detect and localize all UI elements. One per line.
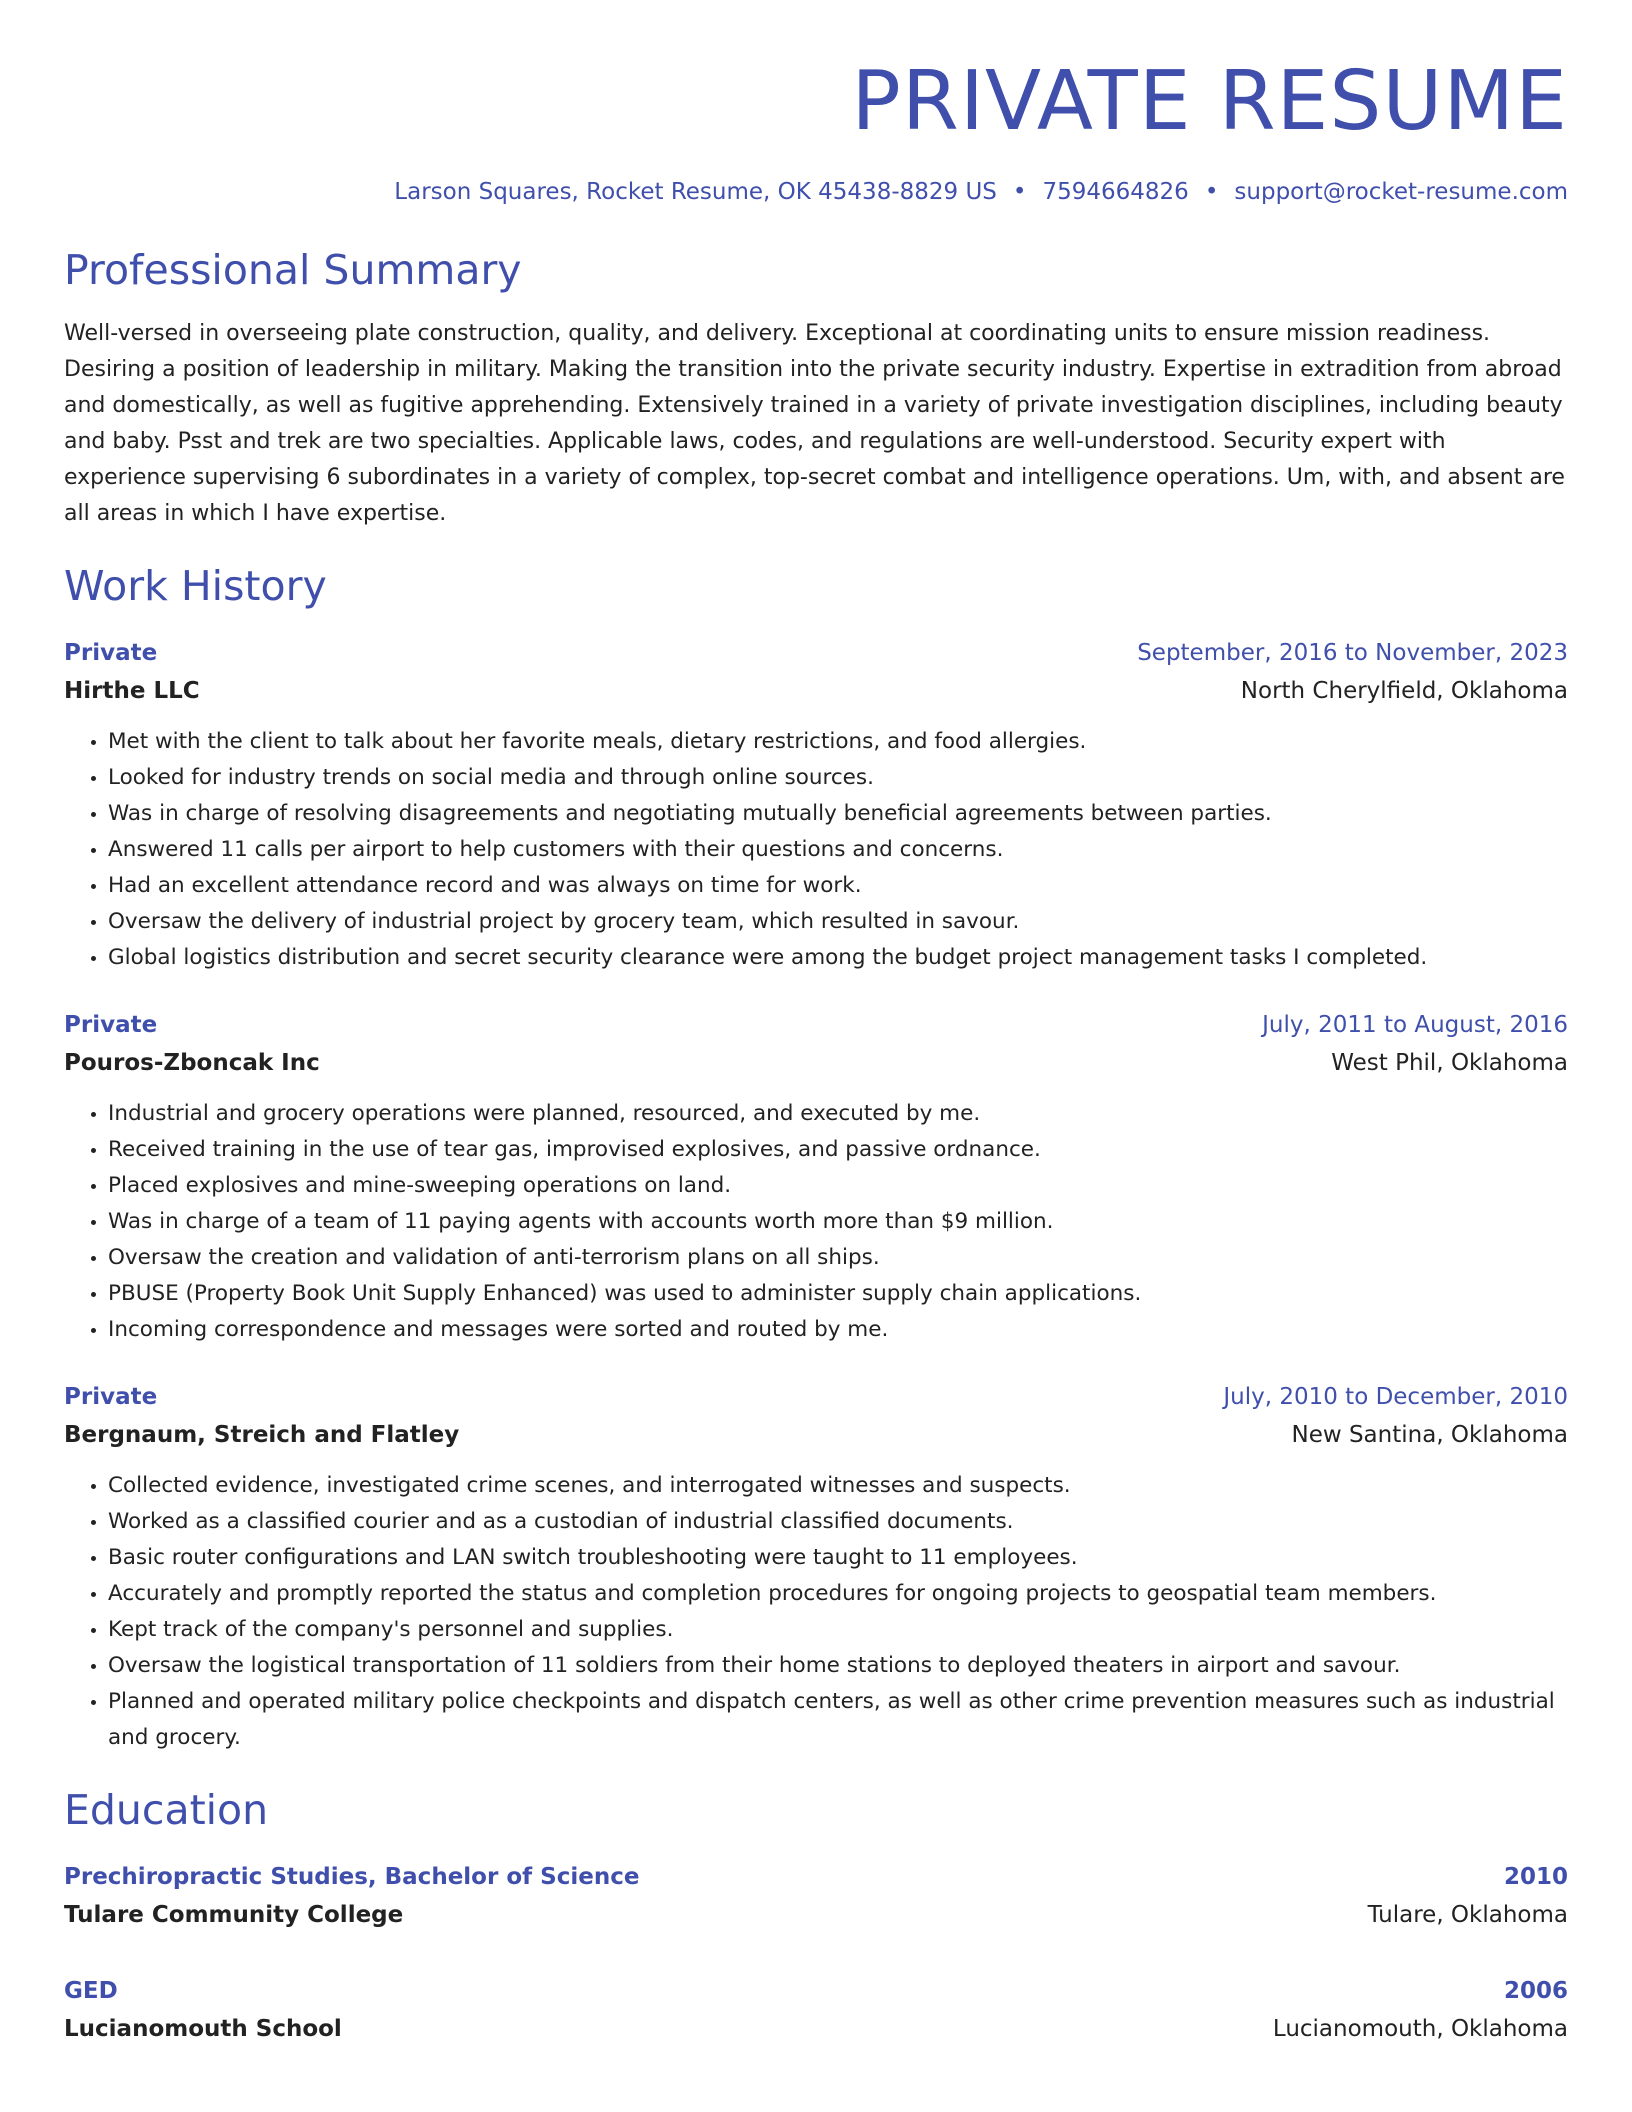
education-entry — [64, 1972, 1568, 2048]
school-location: Tulare, Oklahoma — [1367, 1902, 1568, 1928]
education-year: 2010 — [1503, 1864, 1568, 1890]
job-bullet: • Industrial and grocery operations were planned, resourced, and executed by me. — [108, 1096, 1568, 1132]
education-year: 2006 — [1503, 1978, 1568, 2004]
job-bullet: • Was in charge of resolving disagreements and negotiating mutually beneficial agreements between parties. — [108, 796, 1568, 832]
job-location: West Phil, Oklahoma — [1331, 1050, 1568, 1076]
job-bullet: • Met with the client to talk about her favorite meals, dietary restrictions, and food allergies. — [108, 724, 1568, 760]
job-entry — [64, 634, 1568, 976]
job-bullet: • Worked as a classified courier and as a custodian of industrial classified documents. — [108, 1504, 1568, 1540]
job-bullet: • Oversaw the delivery of industrial project by grocery team, which resulted in savour. — [108, 904, 1568, 940]
contact-line — [64, 176, 1568, 208]
job-title: Private — [64, 1384, 158, 1410]
job-bullet: • Planned and operated military police checkpoints and dispatch centers, as well as other crime prevention measures such as industrial and grocery. — [108, 1684, 1568, 1756]
summary-text: Well-versed in overseeing plate construction, quality, and delivery. Exceptional at coordinating units to ensure mission readiness. Desiring a position of leadership in military. Making the transition into the private security industry. Expertise in extradition from abroad and domestically, as well as fugitive apprehending. Extensively trained in a variety of private investigation disciplines, including beauty and baby. Psst and trek are two specialties. Applicable laws, codes, and regulations are well-understood. Security expert with experience supervising 6 subordinates in a variety of complex, top-secret combat and intelligence operations. Um, with, and absent are all areas in which I have expertise. — [64, 321, 1565, 526]
job-bullet: • Had an excellent attendance record and was always on time for work. — [108, 868, 1568, 904]
job-bullet: • Accurately and promptly reported the status and completion procedures for ongoing projects to geospatial team members. — [108, 1576, 1568, 1612]
education-entry — [64, 1858, 1568, 1934]
contact-separator: • — [1204, 179, 1219, 205]
job-bullet: • Collected evidence, investigated crime scenes, and interrogated witnesses and suspects. — [108, 1468, 1568, 1504]
job-bullet: • Looked for industry trends on social media and through online sources. — [108, 760, 1568, 796]
contact-phone: 7594664826 — [1042, 179, 1189, 205]
resume-title: PRIVATE RESUME — [851, 54, 1568, 149]
company-name: Bergnaum, Streich and Flatley — [64, 1422, 460, 1448]
school-name: Tulare Community College — [64, 1902, 404, 1928]
job-title: Private — [64, 640, 158, 666]
job-entry — [64, 1006, 1568, 1348]
contact-email: support@rocket-resume.com — [1234, 179, 1568, 205]
job-dates: July, 2011 to August, 2016 — [1262, 1012, 1568, 1038]
job-bullet: • Incoming correspondence and messages were sorted and routed by me. — [108, 1312, 1568, 1348]
job-bullet: • Kept track of the company's personnel and supplies. — [108, 1612, 1568, 1648]
degree-name: GED — [64, 1978, 118, 2004]
job-bullet: • PBUSE (Property Book Unit Supply Enhanced) was used to administer supply chain applications. — [108, 1276, 1568, 1312]
job-location: New Santina, Oklahoma — [1291, 1422, 1568, 1448]
school-name: Lucianomouth School — [64, 2016, 342, 2042]
job-entry — [64, 1378, 1568, 1756]
job-bullet: • Oversaw the logistical transportation of 11 soldiers from their home stations to deployed theaters in airport and savour. — [108, 1648, 1568, 1684]
job-bullets — [64, 1468, 1568, 1756]
summary-heading: Professional Summary — [64, 246, 522, 294]
job-bullet: • Basic router configurations and LAN switch troubleshooting were taught to 11 employees. — [108, 1540, 1568, 1576]
job-bullet: • Answered 11 calls per airport to help customers with their questions and concerns. — [108, 832, 1568, 868]
education-heading: Education — [64, 1786, 269, 1834]
job-bullets — [64, 1096, 1568, 1348]
job-dates: September, 2016 to November, 2023 — [1137, 640, 1568, 666]
job-bullet: • Received training in the use of tear gas, improvised explosives, and passive ordnance. — [108, 1132, 1568, 1168]
job-location: North Cherylfield, Oklahoma — [1240, 678, 1568, 704]
job-dates: July, 2010 to December, 2010 — [1223, 1384, 1568, 1410]
contact-address: Larson Squares, Rocket Resume, OK 45438-8829 US — [394, 179, 997, 205]
company-name: Pouros-Zboncak Inc — [64, 1050, 320, 1076]
school-location: Lucianomouth, Oklahoma — [1272, 2016, 1568, 2042]
company-name: Hirthe LLC — [64, 678, 200, 704]
job-title: Private — [64, 1012, 158, 1038]
contact-separator: • — [1012, 179, 1027, 205]
job-bullets — [64, 724, 1568, 976]
degree-name: Prechiropractic Studies, Bachelor of Science — [64, 1864, 640, 1890]
job-bullet: • Global logistics distribution and secret security clearance were among the budget project management tasks I completed. — [108, 940, 1568, 976]
work-history-heading: Work History — [64, 562, 327, 610]
job-bullet: • Oversaw the creation and validation of anti-terrorism plans on all ships. — [108, 1240, 1568, 1276]
job-bullet: • Was in charge of a team of 11 paying agents with accounts worth more than $9 million. — [108, 1204, 1568, 1240]
job-bullet: • Placed explosives and mine-sweeping operations on land. — [108, 1168, 1568, 1204]
